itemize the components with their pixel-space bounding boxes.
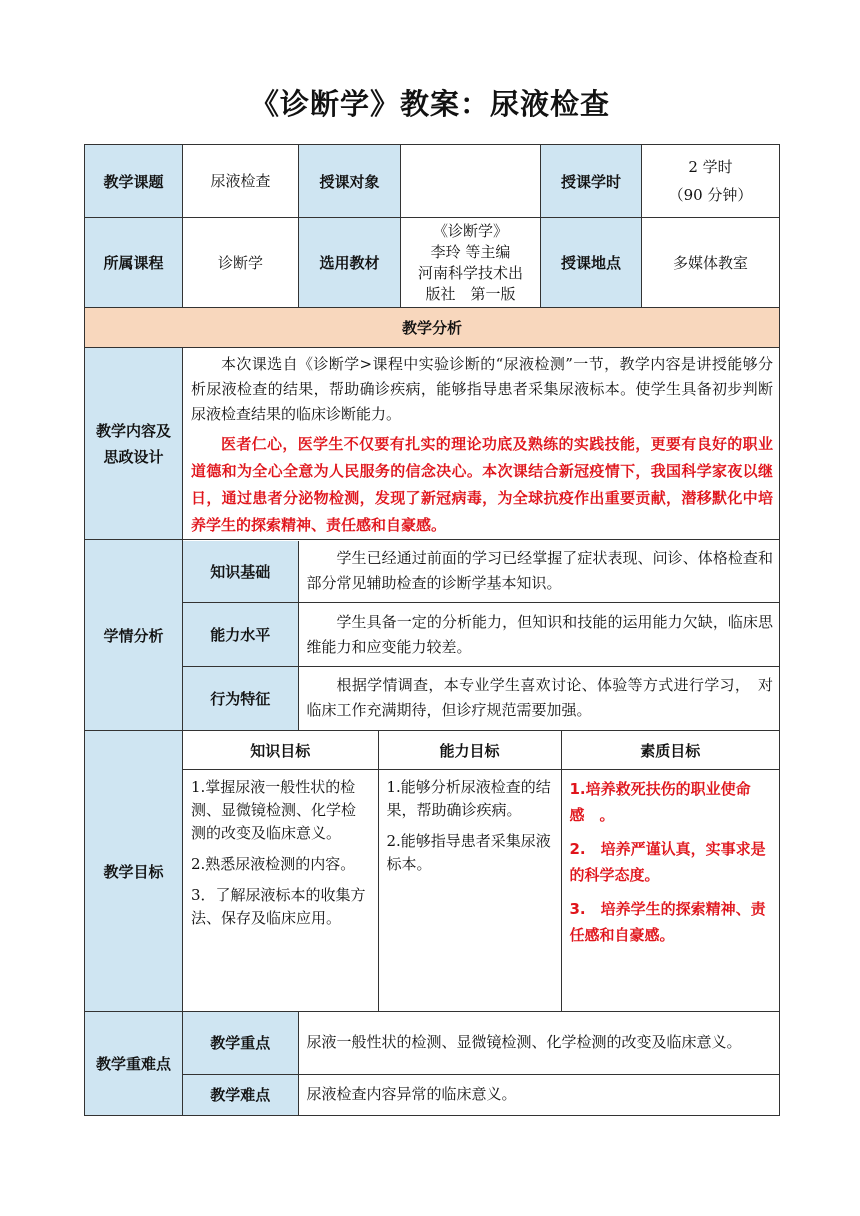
focus-text: 尿液一般性状的检测、显微镜检测、化学检测的改变及临床意义。 — [306, 1033, 742, 1052]
learner-row — [183, 541, 779, 603]
textbook-line: 河南科学技术出 — [417, 263, 523, 282]
goal-item: 1.能够分析尿液检查的结果，帮助确诊疾病。 — [386, 778, 551, 819]
content-paragraph: 本次课选自《诊断学>课程中实验诊断的“尿液检测”一节，教学内容是讲授能够分析尿液检查的结果，帮助确诊疾病，能够指导患者采集尿液标本。使学生具备初步判断尿液检查结果的临床诊断能力。 — [191, 355, 773, 423]
textbook-line: 版社 第一版 — [425, 284, 516, 303]
goals-body-row — [183, 770, 779, 1012]
goals-label: 教学目标 — [85, 731, 183, 1012]
analysis-banner: 教学分析 — [85, 308, 780, 348]
row-content — [85, 348, 780, 540]
learner-label: 学情分析 — [85, 540, 183, 731]
difficulty-row — [183, 1074, 779, 1115]
learner-row-text: 学生具备一定的分析能力，但知识和技能的运用能力欠缺，临床思维能力和应变能力较差。 — [306, 612, 773, 656]
goals-subtable — [183, 731, 779, 1011]
goal-item: 2.能够指导患者采集尿液标本。 — [386, 832, 551, 873]
page-title: 《诊断学》教案：尿液检查 — [249, 87, 610, 121]
textbook-line: 李玲 等主编 — [430, 242, 511, 261]
quality-goal-header: 素质目标 — [561, 731, 779, 770]
knowledge-goals — [183, 770, 378, 1012]
audience-label: 授课对象 — [299, 145, 401, 218]
audience-value — [401, 145, 541, 218]
content-label: 教学内容及 思政设计 — [85, 348, 183, 540]
learner-subtable — [183, 541, 779, 730]
learner-row-label: 知识基础 — [183, 541, 298, 603]
lesson-plan-table — [84, 144, 780, 1116]
learner-row — [183, 603, 779, 667]
focus-label: 教学重点 — [183, 1012, 298, 1074]
quality-goals — [561, 770, 779, 1012]
hours-value — [642, 145, 780, 218]
keypoints-label: 教学重难点 — [85, 1012, 183, 1116]
goal-item: 1.掌握尿液一般性状的检测、显微镜检测、化学检测的改变及临床意义。 — [191, 778, 357, 842]
row-goals — [85, 731, 780, 1012]
topic-label: 教学课题 — [85, 145, 183, 218]
location-value: 多媒体教室 — [642, 218, 780, 308]
row-learner — [85, 540, 780, 731]
learner-row — [183, 667, 779, 730]
location-label: 授课地点 — [541, 218, 642, 308]
textbook-label: 选用教材 — [299, 218, 401, 308]
row-keypoints — [85, 1012, 780, 1116]
learner-row-label: 能力水平 — [183, 603, 298, 667]
topic-value: 尿液检查 — [183, 145, 299, 218]
goal-item: 3. 培养学生的探索精神、责任感和自豪感。 — [569, 900, 766, 944]
hours-line1: 2 学时 — [688, 158, 733, 176]
goal-item: 2.熟悉尿液检测的内容。 — [191, 855, 356, 873]
course-label: 所属课程 — [85, 218, 183, 308]
ideology-paragraph: 医者仁心，医学生不仅要有扎实的理论功底及熟练的实践技能，更要有良好的职业道德和为全心全意为人民服务的信念决心。本次课结合新冠疫情下，我国科学家夜以继日，通过患者分泌物检测，发现了新冠病毒，为全球抗疫作出重要贡献，潜移默化中培养学生的探索精神、责任感和自豪感。 — [191, 435, 773, 534]
ability-goal-header: 能力目标 — [378, 731, 561, 770]
hours-line2: （90 分钟） — [668, 186, 753, 204]
textbook-value — [401, 218, 541, 308]
goal-item: 3．了解尿液标本的收集方法、保存及临床应用。 — [191, 886, 366, 927]
learner-row-text: 根据学情调查，本专业学生喜欢讨论、体验等方式进行学习， 对临床工作充满期待，但诊疗规范需要加强。 — [306, 676, 773, 720]
row-course — [85, 218, 780, 308]
hours-label: 授课学时 — [541, 145, 642, 218]
focus-row — [183, 1012, 779, 1074]
difficulty-label: 教学难点 — [183, 1074, 298, 1115]
row-topic — [85, 145, 780, 218]
ability-goals — [378, 770, 561, 1012]
content-body — [183, 348, 780, 540]
knowledge-goal-header: 知识目标 — [250, 741, 311, 760]
goal-item: 2. 培养严谨认真，实事求是的科学态度。 — [569, 840, 766, 884]
course-value: 诊断学 — [183, 218, 299, 308]
goals-header-row — [183, 731, 779, 770]
goal-item: 1.培养救死扶伤的职业使命感 。 — [569, 780, 751, 824]
textbook-line: 《诊断学》 — [432, 221, 508, 240]
keypoints-subtable — [183, 1012, 779, 1115]
learner-row-text: 学生已经通过前面的学习已经掌握了症状表现、问诊、体格检查和部分常见辅助检查的诊断学基本知识。 — [306, 549, 773, 593]
learner-row-label: 行为特征 — [183, 667, 298, 730]
difficulty-text: 尿液检查内容异常的临床意义。 — [306, 1085, 517, 1104]
